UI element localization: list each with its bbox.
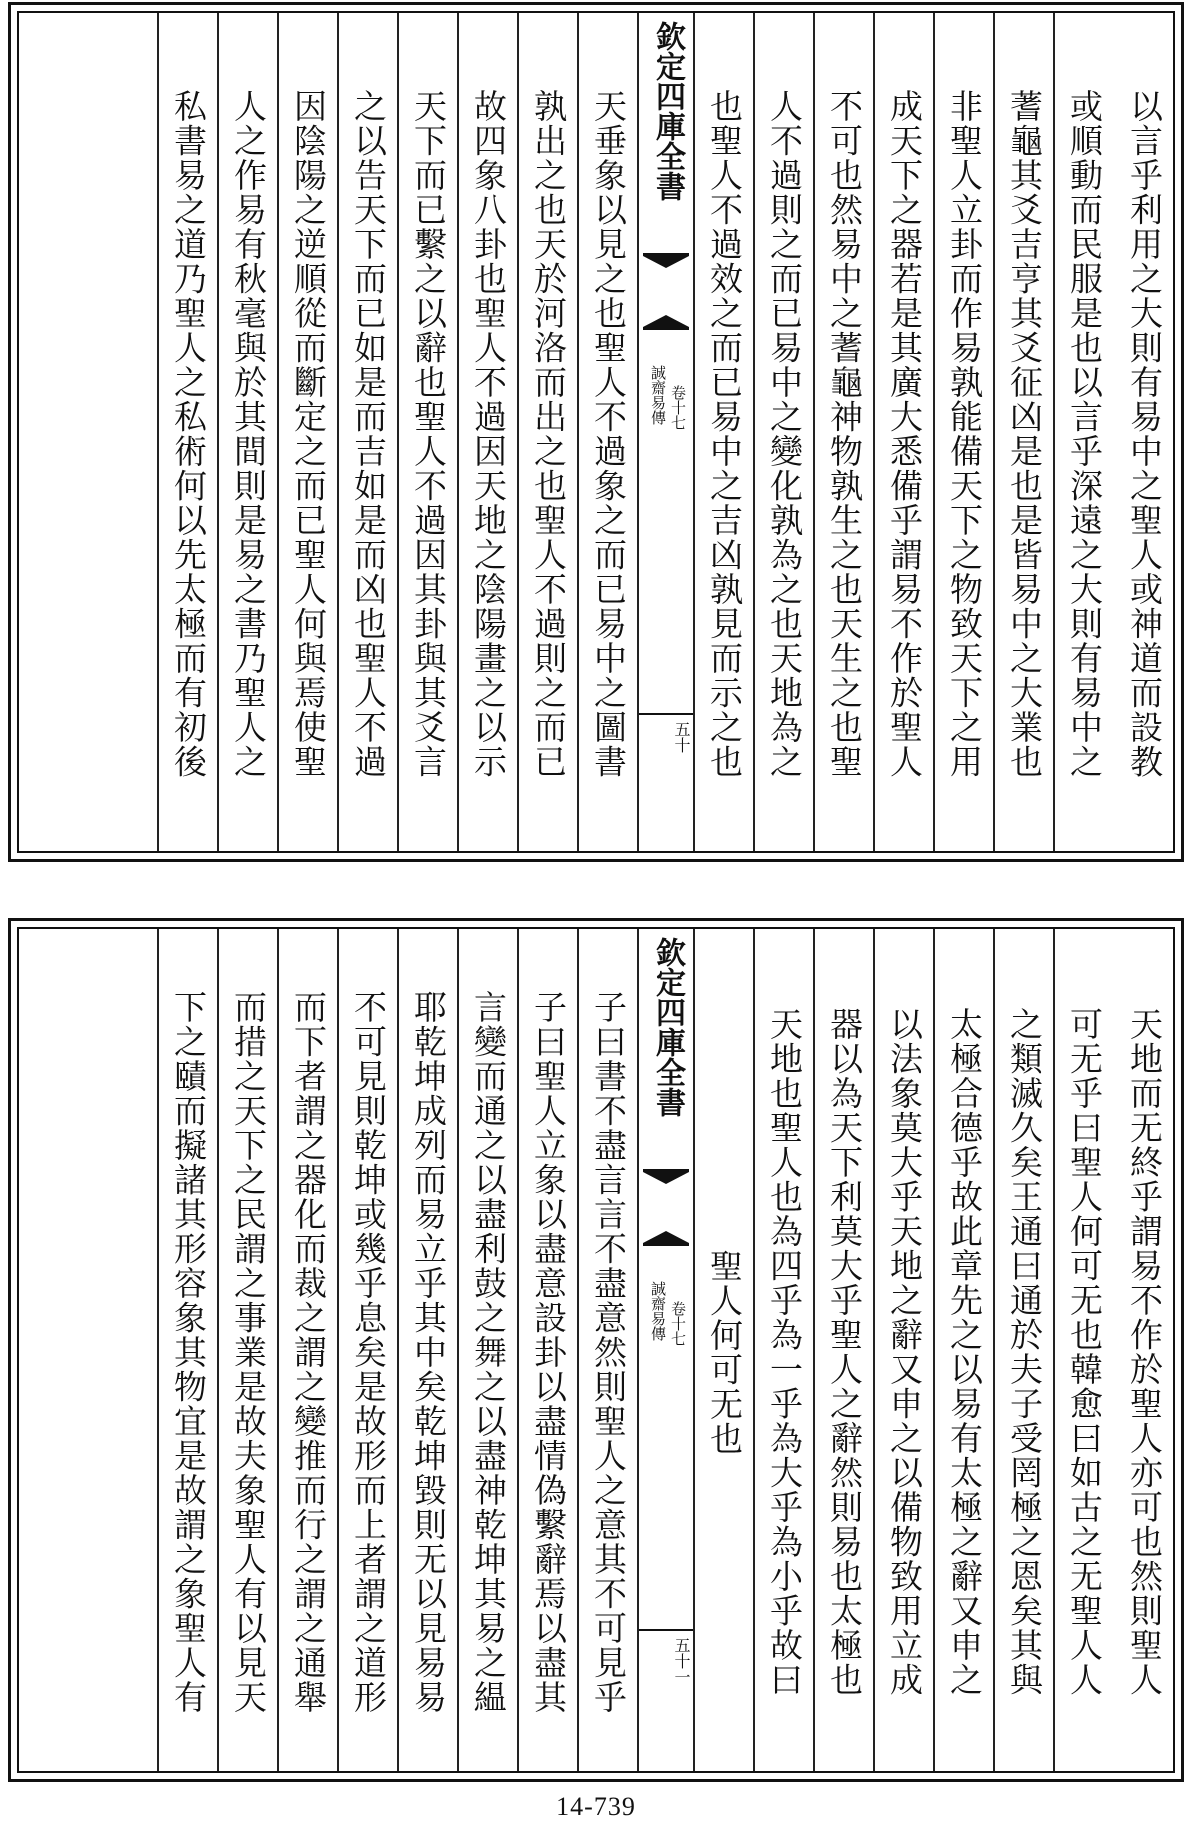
fish-tail-mark-icon <box>643 1169 689 1186</box>
text-column: 非聖人立卦而作易孰能備天下之物致天下之用 <box>933 13 993 851</box>
text-column: 天垂象以見之也聖人不過象之而已易中之圖書 <box>577 13 637 851</box>
volume-label: 卷十七 <box>669 385 687 430</box>
text-column: 天下而已繫之以辭也聖人不過因其卦與其爻言 <box>397 13 457 851</box>
text-column: 成天下之器若是其廣大悉備乎謂易不作於聖人 <box>873 13 933 851</box>
page-center-strip <box>637 13 693 851</box>
bottom-page-frame <box>17 927 1175 1773</box>
text-column: 因陰陽之逆順從而斷定之而已聖人何與焉使聖 <box>277 13 337 851</box>
fish-tail-mark-icon <box>643 1229 689 1246</box>
text-column: 或順動而民服是也以言乎深遠之大則有易中之 <box>1053 13 1113 851</box>
text-column: 器以為天下利莫大乎聖人之辭然則易也太極也 <box>813 929 873 1771</box>
text-column: 而下者謂之器化而裁之謂之變推而行之謂之通舉 <box>277 929 337 1771</box>
page-number: 五十 <box>639 713 693 753</box>
top-page-frame <box>17 11 1175 853</box>
text-column: 言變而通之以盡利鼓之舞之以盡神乾坤其易之緼 <box>457 929 517 1771</box>
text-column: 之以告天下而已如是而吉如是而凶也聖人不過 <box>337 13 397 851</box>
text-column: 而措之天下之民謂之事業是故夫象聖人有以見天 <box>217 929 277 1771</box>
book-title: 誠齋易傳 <box>649 1281 667 1341</box>
text-column: 子曰聖人立象以盡意設卦以盡情偽繫辭焉以盡其 <box>517 929 577 1771</box>
text-column: 天地而无終乎謂易不作於聖人亦可也然則聖人 <box>1125 1007 1164 1697</box>
page-reference: 14-739 <box>556 1792 636 1821</box>
text-column: 以法象莫大乎天地之辭又申之以備物致用立成 <box>873 929 933 1771</box>
top-page <box>8 2 1184 862</box>
text-column: 故四象八卦也聖人不過因天地之陰陽畫之以示 <box>457 13 517 851</box>
text-column: 不可見則乾坤或幾乎息矣是故形而上者謂之道形 <box>337 929 397 1771</box>
text-column: 下之賾而擬諸其形容象其物宜是故謂之象聖人有 <box>157 929 217 1771</box>
fish-tail-mark-icon <box>643 253 689 270</box>
text-column: 也聖人不過效之而已易中之吉凶孰見而示之也 <box>693 13 753 851</box>
text-column: 人不過則之而已易中之變化孰為之也天地為之 <box>753 13 813 851</box>
text-column: 子曰書不盡言言不盡意然則聖人之意其不可見乎 <box>577 929 637 1771</box>
text-column: 不可也然易中之蓍龜神物孰生之也天生之也聖 <box>813 13 873 851</box>
text-column: 天地也聖人也為四乎為一乎為大乎為小乎故曰 <box>753 929 813 1771</box>
text-column: 太極合德乎故此章先之以易有太極之辭又申之 <box>933 929 993 1771</box>
text-column: 孰出之也天於河洛而出之也聖人不過則之而已 <box>517 13 577 851</box>
text-column: 私書易之道乃聖人之私術何以先太極而有初後 <box>157 13 217 851</box>
text-column: 可无乎曰聖人何可无也韓愈曰如古之无聖人人 <box>1053 929 1113 1771</box>
bottom-page <box>8 918 1184 1782</box>
text-column: 耶乾坤成列而易立乎其中矣乾坤毀則无以見易易 <box>397 929 457 1771</box>
volume-label: 卷十七 <box>669 1301 687 1346</box>
book-title: 誠齋易傳 <box>649 365 667 425</box>
fish-tail-mark-icon <box>643 313 689 330</box>
page-number: 五十一 <box>639 1629 693 1685</box>
text-column: 之類滅久矣王通曰通於夫子受罔極之恩矣其與 <box>993 929 1053 1771</box>
page-center-strip <box>637 929 693 1771</box>
text-column: 人之作易有秋毫與於其間則是易之書乃聖人之 <box>217 13 277 851</box>
collection-title: 欽定四庫全書 <box>650 21 685 201</box>
text-column: 蓍龜其爻吉亨其爻征凶是也是皆易中之大業也 <box>993 13 1053 851</box>
collection-title: 欽定四庫全書 <box>650 937 685 1117</box>
text-column: 以言乎利用之大則有易中之聖人或神道而設教 <box>1125 89 1164 779</box>
text-column: 聖人何可无也 <box>693 929 753 1771</box>
